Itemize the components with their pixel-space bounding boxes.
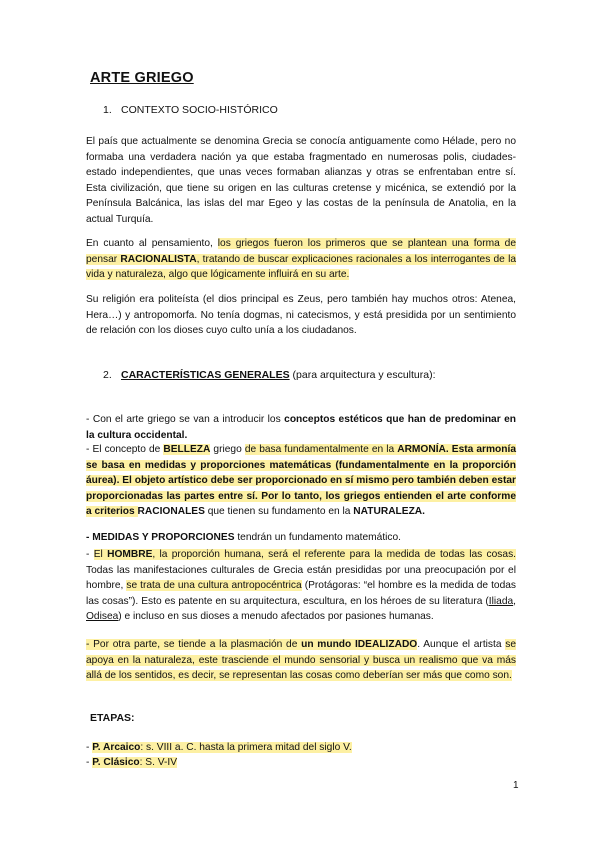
text-run: , tratando de buscar explicaciones racionales a los interrogantes de la vida y naturaleza, algo que lógicamente influirá en su arte.	[86, 253, 517, 280]
highlight: BELLEZA	[163, 444, 211, 455]
text-run: -	[86, 742, 93, 753]
text-run: En cuanto al pensamiento,	[86, 238, 218, 249]
text-run: - El concepto de	[86, 444, 164, 455]
text-run: los griegos fueron los primeros que se plantean una forma de pensar	[86, 238, 516, 265]
section-number: 1.	[103, 104, 112, 116]
text-run: ,	[513, 595, 516, 607]
page-number: 1	[513, 780, 519, 791]
text-run: Odisea	[86, 611, 119, 622]
text-run: tendrán un fundamento matemático.	[234, 532, 401, 543]
text-run: HOMBRE	[107, 549, 153, 560]
text-run: de basa fundamentalmente en la	[244, 444, 398, 455]
highlight	[92, 757, 177, 768]
text-run: ARMONÍA	[397, 444, 446, 455]
highlight	[92, 742, 352, 753]
section-subtitle: (para arquitectura y escultura):	[289, 369, 436, 381]
section-heading-1	[103, 104, 278, 116]
text-run: conceptos estéticos que han de predominar en la cultura occidental.	[86, 414, 517, 441]
section-heading-2	[103, 369, 436, 381]
list-item	[86, 755, 177, 770]
text-run: Iliada	[488, 595, 514, 607]
section-title: CONTEXTO SOCIO-HISTÓRICO	[121, 104, 278, 116]
paragraph-context: El país que actualmente se denomina Grecia se conocía antiguamente como Hélade, pero no formaba una verdadera nación ya que estaba fragmentado en numerosas polis, ciudades-estado independientes, que unas veces formaban alianzas y otras se enfrentaban entre sí. Esta civilización, que tiene su origen en las culturas cretense y micénica, se extendió por la Península Balcánica, las islas del mar Egeo y las costas de la península de Anatolia, en la actual Turquía.	[86, 136, 516, 225]
section-title: CARACTERÍSTICAS GENERALES	[121, 369, 290, 381]
text-run: (Protágoras: “el hombre es la medida de todas las cosas”). Esto es patente en su arquitectura, escultura, en los héroes de su literatura (	[86, 580, 516, 607]
paragraph-concepts	[86, 412, 516, 443]
list-item	[86, 740, 352, 755]
text-run: ) e incluso en sus dioses a menudo afectados por pasiones humanas.	[118, 611, 434, 622]
stage-name: P. Arcaico	[92, 742, 141, 753]
paragraph-measures	[86, 530, 516, 546]
stage-name: P. Clásico	[92, 757, 140, 768]
stages-heading: ETAPAS:	[90, 712, 135, 724]
paragraph-religion: Su religión era politeísta (el dios principal es Zeus, pero también hay muchos otros: Atenea, Hera…) y antropomorfa. No tenía dogmas, ni catecismos, y está presidida por un sentimiento de relación con los dioses cuyo culto unía a los ciudadanos.	[86, 294, 516, 336]
highlight: - Por otra parte, se tiende a la plasmación de	[86, 639, 302, 650]
highlight	[245, 444, 446, 455]
text-run: El	[93, 549, 108, 560]
text-run: Todas las manifestaciones culturales de Grecia están presididas por una preocupación por el hombre,	[86, 564, 516, 591]
highlight: un mundo IDEALIZADO	[301, 639, 418, 650]
stage-range: : s. VIII a. C. hasta la primera mitad del siglo V.	[140, 742, 352, 753]
paragraph-man	[86, 547, 516, 625]
highlight: se apoya en la naturaleza, este trasciende el mundo sensorial y busca un realismo que va más allá de los sentidos, es decir, se representan las cosas como deberían ser más que como son.	[86, 639, 516, 681]
text-run: NATURALEZA.	[353, 506, 425, 517]
text-run: . Aunque el artista	[417, 639, 506, 650]
document-title: ARTE GRIEGO	[90, 70, 194, 86]
text-run: RACIONALISTA	[120, 253, 197, 265]
paragraph-idealized	[86, 637, 516, 684]
text-run: griego	[210, 444, 245, 455]
text-run: -	[86, 757, 93, 768]
text-run: que tienen su fundamento en la	[204, 506, 354, 517]
highlight: . Esta armonía se basa en medidas y proporciones matemáticas (fundamentalmente en la proporción áurea). El objeto artístico debe ser proporcionado en sí mismo pero también deben estar proporcionadas las partes entre sí. Por lo tanto, los griegos entienden el arte conforme a criterios	[86, 444, 516, 517]
section-number: 2.	[103, 369, 112, 381]
text-run: , la proporción humana, será el referente para la medida de todas las cosas.	[152, 549, 516, 560]
text-run: RACIONALES	[137, 506, 205, 517]
highlight: se trata de una cultura antropocéntrica	[126, 580, 302, 591]
highlight	[94, 549, 516, 560]
text-run: - Con el arte griego se van a introducir los	[86, 414, 285, 425]
text-run: - MEDIDAS Y PROPORCIONES	[86, 532, 235, 543]
stage-range: : S. V-IV	[139, 757, 177, 768]
text-run: -	[86, 549, 94, 560]
paragraph-thought	[86, 236, 516, 283]
paragraph-beauty	[86, 442, 516, 520]
